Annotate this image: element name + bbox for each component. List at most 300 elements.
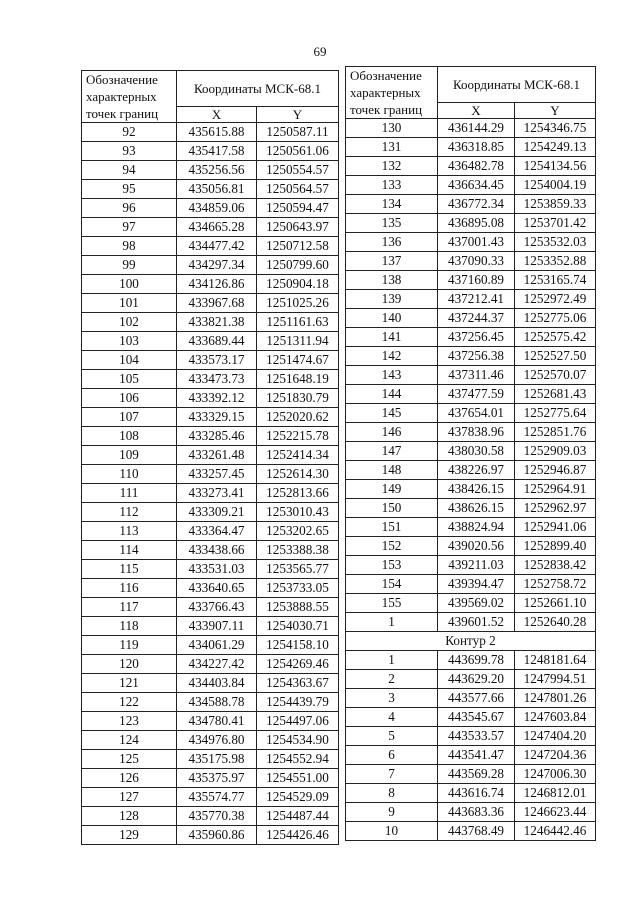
table-row: [346, 290, 596, 309]
y-cell: 1253165.74: [515, 271, 596, 290]
y-cell: 1250643.97: [257, 218, 339, 237]
table-row: [346, 233, 596, 252]
table-row: [82, 522, 339, 541]
x-cell: 433392.12: [177, 389, 257, 408]
y-cell: 1252570.07: [515, 366, 596, 385]
point-id-cell: 151: [346, 518, 438, 537]
y-cell: 1252941.06: [515, 518, 596, 537]
y-cell: 1250799.60: [257, 256, 339, 275]
x-cell: 435960.86: [177, 826, 257, 845]
x-cell: 435056.81: [177, 180, 257, 199]
x-cell: 433261.48: [177, 446, 257, 465]
point-id-cell: 132: [346, 157, 438, 176]
x-cell: 433309.21: [177, 503, 257, 522]
x-cell: 433257.45: [177, 465, 257, 484]
table-row: [82, 313, 339, 332]
x-cell: 433438.66: [177, 541, 257, 560]
x-cell: 433285.46: [177, 427, 257, 446]
y-cell: 1254529.09: [257, 788, 339, 807]
y-cell: 1252972.49: [515, 290, 596, 309]
table-row: [82, 123, 339, 142]
table-row: [82, 598, 339, 617]
table-row: [82, 788, 339, 807]
y-cell: 1254497.06: [257, 712, 339, 731]
point-id-cell: 141: [346, 328, 438, 347]
table-row: [346, 119, 596, 138]
x-cell: 435574.77: [177, 788, 257, 807]
y-cell: 1252640.28: [515, 613, 596, 632]
table-row: [346, 708, 596, 727]
point-id-cell: 4: [346, 708, 438, 727]
x-cell: 439211.03: [438, 556, 515, 575]
table-row: [82, 655, 339, 674]
table-row: [82, 484, 339, 503]
table-row: [82, 427, 339, 446]
x-cell: 433573.17: [177, 351, 257, 370]
x-cell: 443699.78: [438, 651, 515, 670]
table-row: [82, 142, 339, 161]
point-id-cell: 112: [82, 503, 177, 522]
x-cell: 434477.42: [177, 237, 257, 256]
x-cell: 437212.41: [438, 290, 515, 309]
table-row: [346, 784, 596, 803]
x-cell: 443616.74: [438, 784, 515, 803]
point-id-cell: 120: [82, 655, 177, 674]
point-id-cell: 1: [346, 651, 438, 670]
coordinates-header: Координаты МСК-68.1: [438, 67, 596, 103]
point-id-cell: 109: [82, 446, 177, 465]
y-cell: 1251025.26: [257, 294, 339, 313]
table-row: [346, 214, 596, 233]
x-cell: 436482.78: [438, 157, 515, 176]
point-id-cell: 154: [346, 575, 438, 594]
point-id-cell: 148: [346, 461, 438, 480]
y-cell: 1253010.43: [257, 503, 339, 522]
x-cell: 443683.36: [438, 803, 515, 822]
x-cell: 435175.98: [177, 750, 257, 769]
y-cell: 1246442.46: [515, 822, 596, 841]
x-cell: 434859.06: [177, 199, 257, 218]
point-id-cell: 125: [82, 750, 177, 769]
x-cell: 434061.29: [177, 636, 257, 655]
table-row: [82, 769, 339, 788]
point-id-cell: 134: [346, 195, 438, 214]
table-row: [82, 541, 339, 560]
point-id-cell: 98: [82, 237, 177, 256]
y-cell: 1252020.62: [257, 408, 339, 427]
x-cell: 443629.20: [438, 670, 515, 689]
table-row: [82, 389, 339, 408]
x-cell: 443569.28: [438, 765, 515, 784]
x-cell: 437311.46: [438, 366, 515, 385]
point-id-cell: 128: [82, 807, 177, 826]
x-cell: 436895.08: [438, 214, 515, 233]
y-cell: 1250712.58: [257, 237, 339, 256]
table-row: [346, 822, 596, 841]
point-id-cell: 93: [82, 142, 177, 161]
x-cell: 443577.66: [438, 689, 515, 708]
point-id-cell: 1: [346, 613, 438, 632]
x-cell: 437090.33: [438, 252, 515, 271]
y-cell: 1251161.63: [257, 313, 339, 332]
table-row: [82, 674, 339, 693]
point-id-cell: 101: [82, 294, 177, 313]
x-cell: 435417.58: [177, 142, 257, 161]
y-cell: 1252775.06: [515, 309, 596, 328]
page-number: 69: [313, 44, 327, 59]
point-id-cell: 96: [82, 199, 177, 218]
x-cell: 433907.11: [177, 617, 257, 636]
y-cell: 1247801.26: [515, 689, 596, 708]
x-cell: 438226.97: [438, 461, 515, 480]
x-cell: 439020.56: [438, 537, 515, 556]
x-cell: 439394.47: [438, 575, 515, 594]
point-id-cell: 5: [346, 727, 438, 746]
point-id-cell: 143: [346, 366, 438, 385]
y-cell: 1253701.42: [515, 214, 596, 233]
y-cell: 1254552.94: [257, 750, 339, 769]
point-id-cell: 123: [82, 712, 177, 731]
table-row: [82, 294, 339, 313]
y-cell: 1252527.50: [515, 347, 596, 366]
point-id-cell: 99: [82, 256, 177, 275]
x-cell: 435615.88: [177, 123, 257, 142]
point-id-cell: 6: [346, 746, 438, 765]
y-cell: 1250554.57: [257, 161, 339, 180]
x-cell: 433967.68: [177, 294, 257, 313]
y-cell: 1254249.13: [515, 138, 596, 157]
point-id-cell: 155: [346, 594, 438, 613]
table-row: [346, 271, 596, 290]
table-row: [82, 161, 339, 180]
table-row: [346, 195, 596, 214]
x-cell: 443768.49: [438, 822, 515, 841]
y-header: Y: [515, 103, 596, 119]
x-cell: 438030.58: [438, 442, 515, 461]
y-cell: 1254426.46: [257, 826, 339, 845]
table-row: [346, 347, 596, 366]
point-id-cell: 129: [82, 826, 177, 845]
table-row: [346, 518, 596, 537]
y-cell: 1254134.56: [515, 157, 596, 176]
point-id-cell: 9: [346, 803, 438, 822]
table-row: [346, 765, 596, 784]
point-id-cell: 152: [346, 537, 438, 556]
y-cell: 1254534.90: [257, 731, 339, 750]
table-row: [82, 256, 339, 275]
x-cell: 437654.01: [438, 404, 515, 423]
y-cell: 1253388.38: [257, 541, 339, 560]
y-cell: 1251474.67: [257, 351, 339, 370]
point-id-cell: 94: [82, 161, 177, 180]
point-id-cell: 137: [346, 252, 438, 271]
y-cell: 1250594.47: [257, 199, 339, 218]
table-row: [346, 746, 596, 765]
point-id-cell: 140: [346, 309, 438, 328]
point-label-header: Обозначение характерных точек границ: [82, 71, 177, 123]
point-id-cell: 119: [82, 636, 177, 655]
x-cell: 433473.73: [177, 370, 257, 389]
table-row: [346, 556, 596, 575]
table-row: [82, 731, 339, 750]
point-id-cell: 146: [346, 423, 438, 442]
x-cell: 438824.94: [438, 518, 515, 537]
x-cell: 433531.03: [177, 560, 257, 579]
point-id-cell: 144: [346, 385, 438, 404]
point-id-cell: 138: [346, 271, 438, 290]
x-cell: 443541.47: [438, 746, 515, 765]
coordinates-table-right: [345, 66, 596, 841]
table-row: [82, 180, 339, 199]
y-cell: 1254030.71: [257, 617, 339, 636]
point-id-cell: 102: [82, 313, 177, 332]
x-cell: 437244.37: [438, 309, 515, 328]
y-cell: 1252964.91: [515, 480, 596, 499]
y-cell: 1254004.19: [515, 176, 596, 195]
y-cell: 1252215.78: [257, 427, 339, 446]
table-row: [82, 465, 339, 484]
x-cell: 438626.15: [438, 499, 515, 518]
table-row: [346, 366, 596, 385]
point-id-cell: 100: [82, 275, 177, 294]
table-row: [346, 480, 596, 499]
point-id-cell: 121: [82, 674, 177, 693]
x-cell: 434403.84: [177, 674, 257, 693]
point-id-cell: 126: [82, 769, 177, 788]
x-cell: 434976.80: [177, 731, 257, 750]
point-id-cell: 114: [82, 541, 177, 560]
x-cell: 443545.67: [438, 708, 515, 727]
y-cell: 1248181.64: [515, 651, 596, 670]
table-row: [82, 275, 339, 294]
x-cell: 435256.56: [177, 161, 257, 180]
x-cell: 436144.29: [438, 119, 515, 138]
point-id-cell: 103: [82, 332, 177, 351]
x-cell: 436318.85: [438, 138, 515, 157]
x-cell: 439601.52: [438, 613, 515, 632]
y-cell: 1252614.30: [257, 465, 339, 484]
y-cell: 1253733.05: [257, 579, 339, 598]
y-cell: 1254363.67: [257, 674, 339, 693]
point-id-cell: 153: [346, 556, 438, 575]
x-cell: 433273.41: [177, 484, 257, 503]
y-cell: 1253888.55: [257, 598, 339, 617]
y-cell: 1246812.01: [515, 784, 596, 803]
x-cell: 443533.57: [438, 727, 515, 746]
point-id-cell: 92: [82, 123, 177, 142]
right-table-body: [346, 119, 596, 841]
table-row: [346, 499, 596, 518]
table-row: [346, 689, 596, 708]
table-row: [346, 594, 596, 613]
y-cell: 1250587.11: [257, 123, 339, 142]
y-cell: 1253352.88: [515, 252, 596, 271]
point-id-cell: 145: [346, 404, 438, 423]
table-row: [82, 560, 339, 579]
point-id-cell: 116: [82, 579, 177, 598]
x-cell: 433640.65: [177, 579, 257, 598]
y-cell: 1254346.75: [515, 119, 596, 138]
left-table-body: [82, 123, 339, 845]
point-id-cell: 7: [346, 765, 438, 784]
table-row: [82, 750, 339, 769]
y-cell: 1252899.40: [515, 537, 596, 556]
y-cell: 1254439.79: [257, 693, 339, 712]
point-id-cell: 110: [82, 465, 177, 484]
table-row: [346, 157, 596, 176]
point-id-cell: 105: [82, 370, 177, 389]
x-cell: 434297.34: [177, 256, 257, 275]
y-cell: 1246623.44: [515, 803, 596, 822]
table-row: [346, 575, 596, 594]
coordinates-header: Координаты МСК-68.1: [177, 71, 339, 107]
table-row: [346, 138, 596, 157]
table-row: [82, 617, 339, 636]
x-cell: 435770.38: [177, 807, 257, 826]
y-cell: 1247404.20: [515, 727, 596, 746]
table-row: [346, 328, 596, 347]
contour-title: Контур 2: [346, 632, 596, 651]
y-cell: 1254269.46: [257, 655, 339, 674]
table-row: [346, 537, 596, 556]
point-id-cell: 111: [82, 484, 177, 503]
point-id-cell: 115: [82, 560, 177, 579]
table-row: [82, 579, 339, 598]
x-cell: 437160.89: [438, 271, 515, 290]
table-row: [346, 309, 596, 328]
point-id-cell: 124: [82, 731, 177, 750]
x-cell: 437477.59: [438, 385, 515, 404]
point-id-cell: 136: [346, 233, 438, 252]
table-row: [82, 712, 339, 731]
table-row: [82, 199, 339, 218]
x-cell: 438426.15: [438, 480, 515, 499]
y-cell: 1254551.00: [257, 769, 339, 788]
x-header: X: [438, 103, 515, 119]
y-cell: 1252758.72: [515, 575, 596, 594]
point-id-cell: 10: [346, 822, 438, 841]
x-cell: 434227.42: [177, 655, 257, 674]
table-row: [82, 693, 339, 712]
point-id-cell: 133: [346, 176, 438, 195]
point-id-cell: 2: [346, 670, 438, 689]
point-id-cell: 8: [346, 784, 438, 803]
y-cell: 1251311.94: [257, 332, 339, 351]
table-row: [346, 176, 596, 195]
table-row: [82, 826, 339, 845]
y-cell: 1250561.06: [257, 142, 339, 161]
x-cell: 437256.38: [438, 347, 515, 366]
table-row: [346, 461, 596, 480]
y-cell: 1253859.33: [515, 195, 596, 214]
y-header: Y: [257, 107, 339, 123]
point-id-cell: 107: [82, 408, 177, 427]
table-row: [82, 332, 339, 351]
point-id-cell: 95: [82, 180, 177, 199]
point-id-cell: 97: [82, 218, 177, 237]
x-cell: 437001.43: [438, 233, 515, 252]
y-cell: 1251830.79: [257, 389, 339, 408]
y-cell: 1252813.66: [257, 484, 339, 503]
y-cell: 1252775.64: [515, 404, 596, 423]
point-id-cell: 106: [82, 389, 177, 408]
table-row: [82, 218, 339, 237]
x-cell: 436772.34: [438, 195, 515, 214]
table-row: [82, 503, 339, 522]
table-row: [346, 613, 596, 632]
table-row: [346, 670, 596, 689]
table-row: [346, 423, 596, 442]
table-row: [82, 636, 339, 655]
point-id-cell: 113: [82, 522, 177, 541]
x-cell: 433821.38: [177, 313, 257, 332]
coordinates-table-left: [81, 70, 339, 845]
y-cell: 1252661.10: [515, 594, 596, 613]
point-label-header: Обозначение характерных точек границ: [346, 67, 438, 119]
point-id-cell: 130: [346, 119, 438, 138]
point-id-cell: 150: [346, 499, 438, 518]
contour-title-row: [346, 632, 596, 651]
x-cell: 434780.41: [177, 712, 257, 731]
table-row: [82, 370, 339, 389]
x-cell: 437256.45: [438, 328, 515, 347]
x-header: X: [177, 107, 257, 123]
table-row: [82, 446, 339, 465]
table-row: [346, 252, 596, 271]
y-cell: 1252575.42: [515, 328, 596, 347]
point-id-cell: 127: [82, 788, 177, 807]
y-cell: 1252838.42: [515, 556, 596, 575]
point-id-cell: 3: [346, 689, 438, 708]
table-row: [346, 803, 596, 822]
point-id-cell: 118: [82, 617, 177, 636]
table-row: [82, 237, 339, 256]
y-cell: 1252851.76: [515, 423, 596, 442]
x-cell: 437838.96: [438, 423, 515, 442]
table-row: [346, 651, 596, 670]
y-cell: 1247006.30: [515, 765, 596, 784]
y-cell: 1254158.10: [257, 636, 339, 655]
x-cell: 435375.97: [177, 769, 257, 788]
point-id-cell: 122: [82, 693, 177, 712]
point-id-cell: 147: [346, 442, 438, 461]
point-id-cell: 142: [346, 347, 438, 366]
y-cell: 1247994.51: [515, 670, 596, 689]
x-cell: 439569.02: [438, 594, 515, 613]
table-row: [346, 404, 596, 423]
x-cell: 433329.15: [177, 408, 257, 427]
table-row: [82, 807, 339, 826]
x-cell: 433364.47: [177, 522, 257, 541]
point-id-cell: 108: [82, 427, 177, 446]
y-cell: 1252909.03: [515, 442, 596, 461]
table-row: [82, 351, 339, 370]
y-cell: 1253565.77: [257, 560, 339, 579]
y-cell: 1252962.97: [515, 499, 596, 518]
y-cell: 1254487.44: [257, 807, 339, 826]
y-cell: 1253202.65: [257, 522, 339, 541]
table-row: [346, 727, 596, 746]
y-cell: 1252946.87: [515, 461, 596, 480]
point-id-cell: 135: [346, 214, 438, 233]
y-cell: 1252681.43: [515, 385, 596, 404]
x-cell: 434126.86: [177, 275, 257, 294]
table-row: [82, 408, 339, 427]
point-id-cell: 117: [82, 598, 177, 617]
point-id-cell: 149: [346, 480, 438, 499]
y-cell: 1250564.57: [257, 180, 339, 199]
x-cell: 434665.28: [177, 218, 257, 237]
